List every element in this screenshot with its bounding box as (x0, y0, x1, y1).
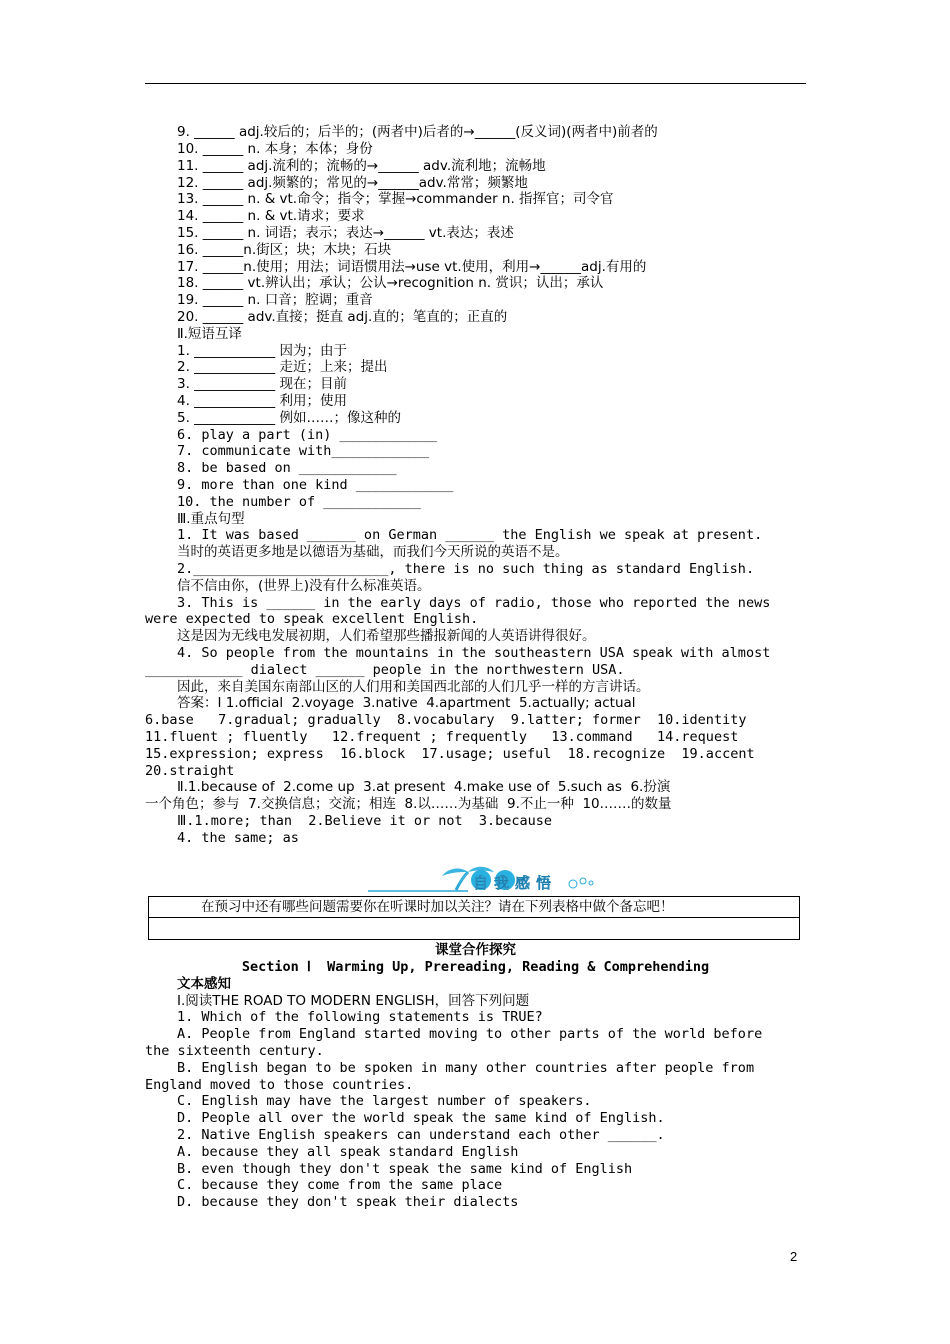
vocab-line: 16. ______n.街区；块；木块；石块 (177, 242, 392, 258)
answer-line: 11.fluent ; fluently 12.frequent ; frequently 13.command 14.request (145, 729, 739, 745)
vocab-line: 15. ______ n. 词语；表示；表达→______ vt.表达；表述 (177, 225, 514, 241)
answer-line: 6.base 7.gradual; gradually 8.vocabulary 9.latter; former 10.identity (145, 712, 747, 728)
reading-task: Ⅰ.阅读THE ROAD TO MODERN ENGLISH，回答下列问题 (177, 993, 530, 1009)
vocab-line: 12. ______ adj.频繁的；常见的→______adv.常常；频繁地 (177, 175, 528, 191)
question-line: 1. Which of the following statements is TRUE? (177, 1009, 543, 1025)
phrase-line: 6. play a part (in) ____________ (177, 427, 438, 443)
vocab-line: 20. ______ adv.直接；挺直 adj.直的；笔直的；正直的 (177, 309, 508, 325)
vocab-line: 10. ______ n. 本身；本体；身份 (177, 141, 373, 157)
phrase-line: 4. ____________ 利用；使用 (177, 393, 347, 409)
question-line: D. because they don't speak their dialects (177, 1194, 519, 1210)
answer-line: 4. the same; as (177, 830, 299, 846)
section-title: 课堂合作探究 (435, 942, 516, 958)
text-perception-heading: 文本感知 (177, 976, 231, 992)
answer-line: 答案：Ⅰ 1.official 2.voyage 3.native 4.apartment 5.actually; actual (177, 695, 636, 711)
sentence-translation: 信不信由你，(世界上)没有什么标准英语。 (177, 578, 431, 594)
vocab-line: 18. ______ vt.辨认出；承认；公认→recognition n. 赏识；认出；承认 (177, 275, 604, 291)
answer-line: 15.expression; express 16.block 17.usage; useful 18.recognize 19.accent (145, 746, 755, 762)
banner-text: 自我感悟 (473, 874, 558, 892)
sentence-translation: 这是因为无线电发展初期，人们希望那些播报新闻的人英语讲得很好。 (177, 628, 596, 644)
question-line: C. because they come from the same place (177, 1177, 503, 1193)
question-line: A. People from England started moving to other parts of the world before (177, 1026, 763, 1042)
vocab-line: 11. ______ adj.流利的；流畅的→______ adv.流利地；流畅地 (177, 158, 546, 174)
memo-prompt: 在预习中还有哪些问题需要你在听课时加以关注？请在下列表格中做个备忘吧！ (149, 897, 799, 918)
phrase-line: 7. communicate with____________ (177, 443, 429, 459)
answer-line: 一个角色；参与 7.交换信息；交流；相连 8.以……为基础 9.不止一种 10.……的数量 (145, 796, 672, 812)
vocab-line: 9. ______ adj.较后的；后半的；(两者中)后者的→______(反义词)(两者中)前者的 (177, 124, 658, 140)
bubble-icon (569, 880, 577, 888)
phrase-line: 2. ____________ 走近；上来；提出 (177, 359, 388, 375)
phrase-line: 3. ____________ 现在；目前 (177, 376, 347, 392)
phrase-line: 5. ____________ 例如……；像这种的 (177, 410, 401, 426)
memo-table (148, 896, 800, 940)
phrase-line: 1. ____________ 因为；由于 (177, 343, 347, 359)
question-line: D. People all over the world speak the same kind of English. (177, 1110, 665, 1126)
memo-blank-row[interactable] (149, 918, 799, 939)
question-line: C. English may have the largest number of speakers. (177, 1093, 592, 1109)
question-line: England moved to those countries. (145, 1077, 414, 1093)
sentence-line: ____________ dialect ______ people in the northwestern USA. (145, 662, 625, 678)
bubble-icon (589, 881, 593, 885)
section-subtitle: Section Ⅰ Warming Up, Prereading, Reading & Comprehending (241, 959, 710, 975)
sentence-line: 2.________________________, there is no such thing as standard English. (177, 561, 755, 577)
bubble-icon (580, 878, 586, 884)
phrase-line: 10. the number of ____________ (177, 494, 421, 510)
question-line: the sixteenth century. (145, 1043, 324, 1059)
phrase-line: 8. be based on ____________ (177, 460, 397, 476)
question-line: 2. Native English speakers can understand each other ______. (177, 1127, 665, 1143)
page-number: 2 (790, 1249, 798, 1264)
sentence-translation: 因此，来自美国东南部山区的人们用和美国西北部的人们几乎一样的方言讲话。 (177, 679, 650, 695)
sentence-line: 1. It was based ______ on German ______ the English we speak at present. (177, 527, 763, 543)
answer-line: Ⅱ.1.because of 2.come up 3.at present 4.make use of 5.such as 6.扮演 (177, 779, 671, 795)
question-line: A. because they all speak standard English (177, 1144, 519, 1160)
phrase-line: 9. more than one kind ____________ (177, 477, 454, 493)
sentence-line: 3. This is ______ in the early days of radio, those who reported the news (177, 595, 771, 611)
answer-line: 20.straight (145, 763, 235, 779)
header-rule (145, 83, 806, 84)
question-line: B. English began to be spoken in many other countries after people from (177, 1060, 755, 1076)
vocab-line: 14. ______ n. & vt.请求；要求 (177, 208, 365, 224)
vocab-line: 17. ______n.使用；用法；词语惯用法→use vt.使用，利用→______adj.有用的 (177, 259, 647, 275)
answer-line: Ⅲ.1.more; than 2.Believe it or not 3.because (177, 813, 553, 829)
sentence-translation: 当时的英语更多地是以德语为基础，而我们今天所说的英语不是。 (177, 544, 569, 560)
vocab-line: 13. ______ n. & vt.命令；指令；掌握→commander n. 指挥官；司令官 (177, 191, 614, 207)
question-line: B. even though they don't speak the same kind of English (177, 1161, 633, 1177)
sentence-line: were expected to speak excellent English. (145, 611, 479, 627)
sentence-line: 4. So people from the mountains in the southeastern USA speak with almost (177, 645, 771, 661)
section-heading: Ⅱ.短语互译 (177, 326, 242, 342)
section-heading: Ⅲ.重点句型 (177, 511, 245, 527)
vocab-line: 19. ______ n. 口音；腔调；重音 (177, 292, 373, 308)
